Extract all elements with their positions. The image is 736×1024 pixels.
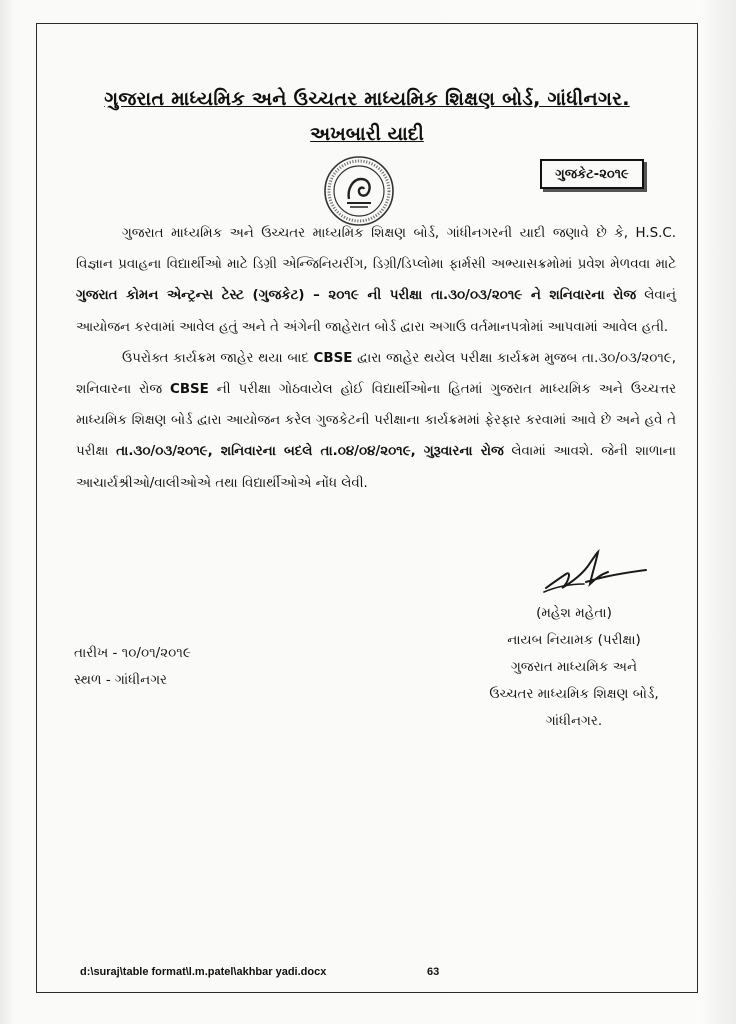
press-release-title: અખબારી યાદી — [310, 123, 424, 145]
board-title: ગુજરાત માધ્યમિક અને ઉચ્ચતર માધ્યમિક શિક્ષણ બોર્ડ, ગાંધીનગર. — [104, 88, 630, 110]
file-path-footer: d:\suraj\table format\l.m.patel\akhbar yadi.docx — [80, 966, 327, 978]
issue-date: તારીખ - ૧૦/૦૧/૨૦૧૯ — [74, 645, 191, 661]
handwritten-signature — [538, 548, 650, 598]
issue-place: સ્થળ - ગાંધીનગર — [74, 672, 168, 688]
reference-label: ગુજકેટ-૨૦૧૯ — [555, 166, 629, 182]
p2-part-7: લેવામાં આવશે. જેની શાળાના આચાર્યશ્રીઓ/વાલીઓએ તથા વિદ્યાર્થીઓએ નોંધ લેવી. — [76, 444, 677, 491]
reference-badge — [540, 159, 644, 189]
date-place-block — [74, 640, 334, 694]
p2-part-1: ઉપરોક્ત કાર્યક્રમ જાહેર થયા બાદ — [122, 350, 314, 366]
paragraph-2 — [76, 343, 676, 499]
signatory-city: ગાંધીનગર. — [545, 713, 603, 729]
press-release-body — [76, 218, 676, 499]
p1-part-1: ગુજરાત માધ્યમિક અને ઉચ્ચતર માધ્યમિક શિક્ષણ બોર્ડ, ગાંધીનગરની યાદી જણાવે છે કે, H.S.C. વિજ્ઞાન પ્રવાહના વિદ્યાર્થીઓ માટે ડિગ્રી એન્જિનિયરીંગ, ડિગ્રી/ડિપ્લોમા ફાર્મસી અભ્યાસક્રમોમાં પ્રવેશ મેળવવા માટે — [76, 226, 676, 273]
p2-part-4: CBSE — [170, 382, 209, 398]
p1-part-3: લેવાનું આયોજન કરવામાં આવેલ હતું અને તે અંગેની જાહેરાત બોર્ડ દ્વારા અગાઉ વર્તમાનપત્રોમાં આપવામાં આવેલ હતી. — [76, 288, 676, 335]
p1-part-2: ગુજરાત કોમન એન્ટ્રન્સ ટેસ્ટ (ગુજકેટ) – ૨૦૧૯ ની પરીક્ષા તા.૩૦/૦૩/૨૦૧૯ ને શનિવારના રોજ — [76, 288, 637, 304]
p2-part-6: તા.૩૦/૦૩/૨૦૧૯, શનિવારના બદલે તા.૦૪/૦૪/૨૦૧૯, ગુરૂવારના રોજ — [116, 444, 504, 460]
signatory-name: (મહેશ મહેતા) — [536, 605, 612, 621]
p2-part-3: દ્વારા જાહેર થયેલ પરીક્ષા કાર્યક્રમ મુજબ તા.૩૦/૦૩/૨૦૧૯, શનિવારના રોજ — [76, 350, 676, 398]
paragraph-1 — [76, 218, 676, 343]
signatory-org-line-1: ગુજરાત માધ્યમિક અને — [510, 659, 638, 675]
signatory-designation: નાયબ નિયામક (પરીક્ષા) — [507, 632, 641, 648]
board-seal-icon — [323, 155, 395, 227]
signatory-block — [456, 600, 692, 735]
signatory-org-line-2: ઉચ્ચતર માધ્યમિક શિક્ષણ બોર્ડ, — [489, 686, 659, 702]
p2-part-2: CBSE — [313, 350, 353, 366]
page-number: 63 — [427, 966, 440, 978]
p2-part-5: ની પરીક્ષા ગોઠવાયેલ હોઈ વિદ્યાર્થીઓના હિતમાં ગુજરાત માધ્યમિક અને ઉચ્ચત્તર માધ્યમિક શિક્ષણ બોર્ડ દ્વારા આયોજન કરેલ ગુજકેટની પરીક્ષાના કાર્યક્રમમાં ફેરફાર કરવામાં આવે છે અને હવે તે પરીક્ષા — [76, 382, 676, 460]
